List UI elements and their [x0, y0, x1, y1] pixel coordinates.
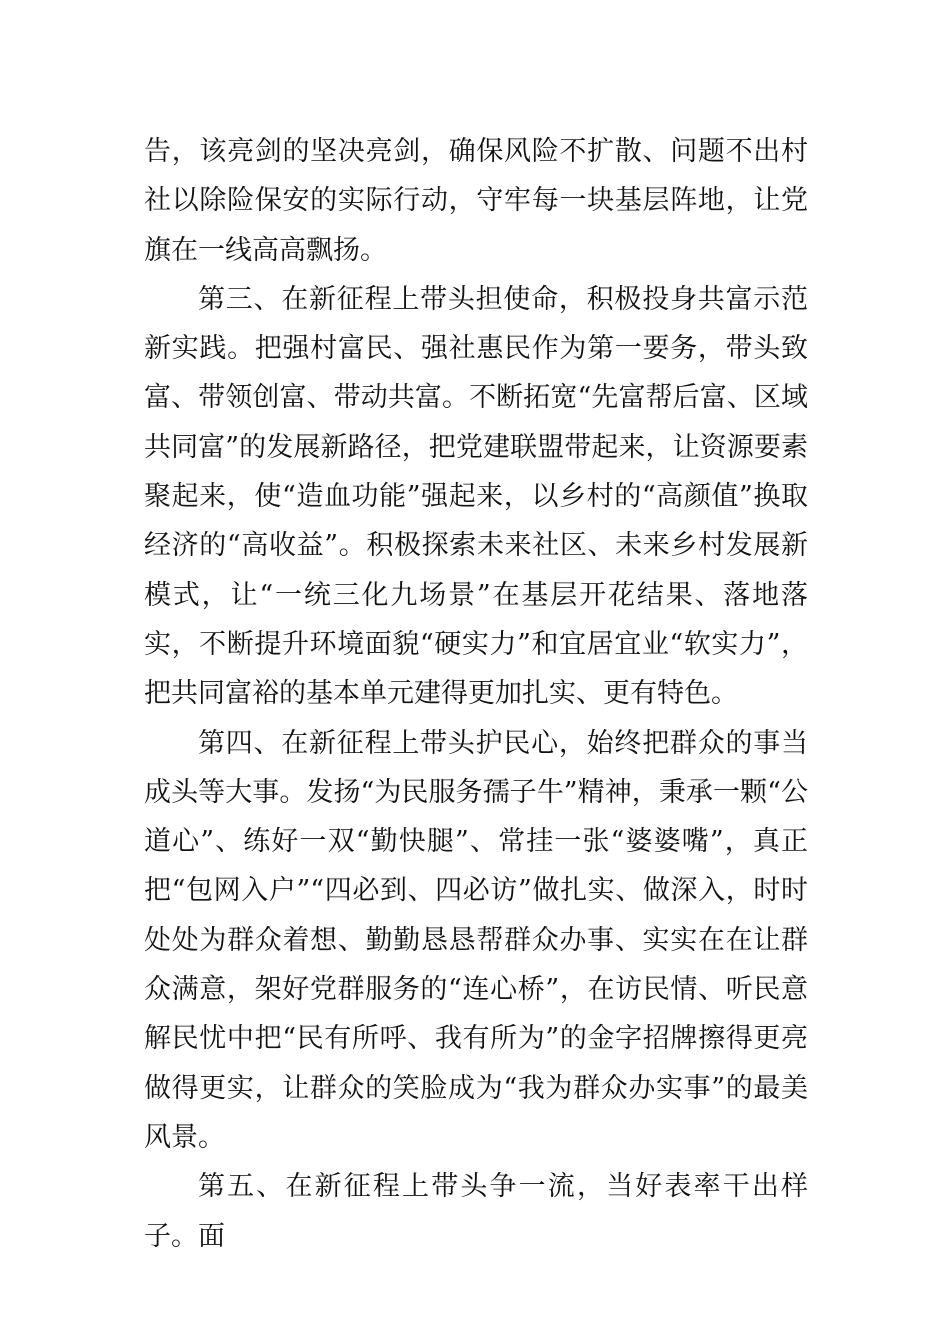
paragraph-continuation: 告，该亮剑的坚决亮剑，确保风险不扩散、问题不出村社以除险保安的实际行动，守牢每一块基层阵地，让党旗在一线高高飘扬。	[144, 136, 808, 266]
document-body	[144, 127, 808, 1261]
paragraph-section-three: 第三、在新征程上带头担使命，积极投身共富示范新实践。把强村富民、强社惠民作为第一要务，带头致富、带领创富、带动共富。不断拓宽“先富帮后富、区域共同富”的发展新路径，把党建联盟带起来，让资源要素聚起来，使“造血功能”强起来，以乡村的“高颜值”换取经济的“高收益”。积极探索未来社区、未来乡村发展新模式，让“一统三化九场景”在基层开花结果、落地落实，不断提升环境面貌“硬实力”和宜居宜业“软实力”，把共同富裕的基本单元建得更加扎实、更有特色。	[144, 283, 808, 710]
paragraph-section-four: 第四、在新征程上带头护民心，始终把群众的事当成头等大事。发扬“为民服务孺子牛”精神，秉承一颗“公道心”、练好一双“勤快腿”、常挂一张“婆婆嘴”，真正把“包网入户”“四必到、四必访”做扎实、做深入，时时处处为群众着想、勤勤恳恳帮群众办事、实实在在让群众满意，架好党群服务的“连心桥”，在访民情、听民意解民忧中把“民有所呼、我有所为”的金字招牌擦得更亮做得更实，让群众的笑脸成为“我为群众办实事”的最美风景。	[144, 727, 808, 1153]
paragraph-section-five: 第五、在新征程上带头争一流，当好表率干出样子。面	[144, 1171, 808, 1252]
